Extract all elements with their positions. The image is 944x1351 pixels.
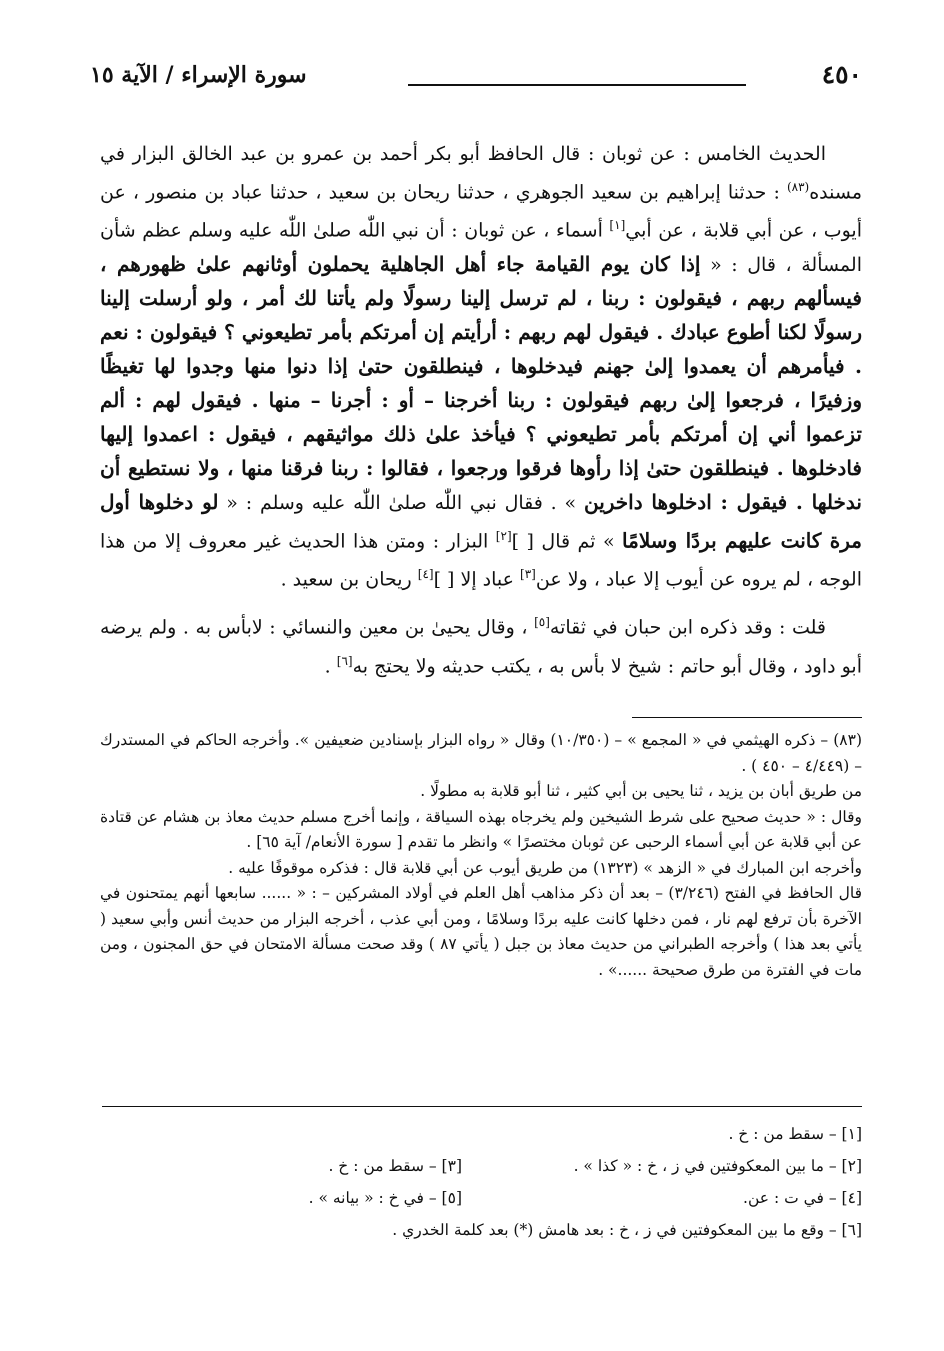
variant-notes-separator bbox=[102, 1106, 862, 1107]
takhrij-footnotes bbox=[100, 728, 862, 983]
text-segment: ريحان بن سعيد . bbox=[280, 568, 418, 591]
text-segment: » . فقال نبي اللّٰه صلىٰ اللّٰه عليه وسلم : « bbox=[218, 491, 584, 514]
note-row bbox=[100, 1150, 862, 1182]
commentary-paragraph bbox=[100, 606, 862, 683]
header-rule bbox=[408, 84, 746, 86]
note-marker: [٤] bbox=[417, 566, 434, 581]
note-row bbox=[100, 1118, 862, 1150]
note-row bbox=[100, 1214, 862, 1246]
variant-note: [٣] – سقط من : خ . bbox=[328, 1157, 462, 1175]
main-text bbox=[100, 138, 862, 683]
variant-notes bbox=[100, 1118, 862, 1246]
text-segment: » ثم قال [ ] bbox=[511, 529, 623, 552]
surah-title: سورة الإسراء / الآية ١٥ bbox=[90, 62, 307, 88]
hadith-quote: لو دخلوها أول مرة كانت عليهم بردًا وسلامًا bbox=[100, 489, 863, 552]
note-marker: [٢] bbox=[495, 528, 512, 543]
footnote-separator bbox=[632, 717, 862, 718]
note-marker: (٨٣) bbox=[786, 180, 810, 194]
variant-note: [٥] – في خ : « بيانه » . bbox=[308, 1189, 462, 1207]
page-number: ٤٥٠ bbox=[821, 60, 862, 89]
text-segment: عباد إلا [ ] bbox=[433, 568, 521, 591]
takhrij-line: من طريق أبان بن يزيد ، ثنا يحيى بن أبي كثير ، ثنا أبو قلابة به مطولًا . bbox=[420, 782, 862, 800]
variant-note: [٦] – وقع ما بين المعكوفتين في ز ، خ : بعد هامش (*) بعد كلمة الخدري . bbox=[392, 1221, 862, 1239]
text-segment: الحديث الخامس : عن ثوبان : قال الحافظ أبو بكر أحمد بن عمرو بن عبد الخالق البزار في مسنده bbox=[100, 143, 862, 204]
takhrij-line: وأخرجه ابن المبارك في « الزهد » (١٣٢٣) من طريق أيوب عن أبي قلابة قال : فذكره موقوفًا عليه . bbox=[228, 858, 862, 877]
text-segment: قلت : وقد ذكره ابن حبان في ثقاته bbox=[549, 616, 826, 639]
variant-note: [٢] – ما بين المعكوفتين في ز ، خ : « كذا » . bbox=[573, 1157, 862, 1175]
hadith-paragraph bbox=[100, 138, 862, 596]
text-segment: ، وقال يحيىٰ بن معين والنسائي : لابأس به . ولم يرضه أبو داود ، وقال أبو حاتم : شيخ لا بأس به ، يكتب حديثه ولا يحتج به bbox=[100, 616, 862, 677]
text-segment: . bbox=[324, 654, 337, 677]
note-marker: [٣] bbox=[520, 566, 536, 581]
takhrij-line: وقال : « حديث صحيح على شرط الشيخين ولم يخرجاه بهذه السياقة ، وإنما أخرج مسلم حديث معاذ بن هشام عن قتادة عن أبي قلابة عن أبي أسماء الرحبى عن ثوبان مختصرًا » وانظر ما تقدم [ سورة الأنعام/ آية ٦٥] . bbox=[100, 807, 862, 851]
note-marker: [٦] bbox=[336, 653, 353, 668]
variant-note: [١] – سقط من : خ . bbox=[728, 1125, 862, 1143]
takhrij-line: (٨٣) – ذكره الهيثمي في « المجمع » – (١٠/٣٥٠) وقال « رواه البزار بإسنادين ضعيفين ». وأخرجه الحاكم في المستدرك – (٤/٤٤٩ – ٤٥٠ ) . bbox=[100, 731, 862, 775]
takhrij-line: قال الحافظ في الفتح (٣/٢٤٦) – بعد أن ذكر مذاهب أهل العلم في أولاد المشركين – : « ...... سابعها أنهم يمتحنون في الآخرة بأن ترفع لهم نار ، فمن دخلها كانت عليه بردًا وسلامًا ، ومن أبي عذب ، أخرجه البزار من حديث أنس وأبي سعيد ( يأتي بعد هذا ) وأخرجه الطبراني من حديث معاذ بن جبل ( يأتي ٨٧ ) وقد صحت مسألة الامتحان في حق المجنون ، ومن مات في الفترة من طرق صحيحة ......» . bbox=[100, 884, 862, 979]
variant-note: [٤] – في ت : عن. bbox=[743, 1189, 862, 1207]
text-segment: : حدثنا إبراهيم بن سعيد الجوهري ، حدثنا ريحان بن سعيد ، حدثنا عباد بن منصور ، عن أيوب ، عن أبي قلابة ، عن أبي bbox=[100, 181, 862, 242]
hadith-quote: إذا كان يوم القيامة جاء أهل الجاهلية يحملون أوثانهم علىٰ ظهورهم ، فيسألهم ربهم ، فيقولون : ربنا ، لم ترسل إلينا رسولًا ولم يأتنا لك أمر ، ولو أرسلت إلينا رسولًا لكنا أطوع عبادك . فيقول لهم ربهم : أرأيتم إن أمرتكم بأمر تطيعوني ؟ فيقولون : نعم . فيأمرهم أن يعمدوا إلىٰ جهنم فيدخلوها ، فينطلقون حتىٰ إذا دنوا منها وجدوا لها تغيظًا وزفيرًا ، فرجعوا إلىٰ ربهم فيقولون : ربنا أخرجنا – أو : أجرنا – منها . فيقول لهم : ألم تزعموا أني إن أمرتكم بأمر تطيعوني ؟ فيأخذ علىٰ ذلك مواثيقهم ، فيقول : اعمدوا إليها فادخلوها . فينطلقون حتىٰ إذا رأوها فرقوا ورجعوا ، فقالوا : ربنا فرقنا منها ، ولا نستطيع أن ندخلها . فيقول : ادخلوها داخرين bbox=[100, 251, 862, 514]
note-row bbox=[100, 1182, 862, 1214]
text-segment: أسماء ، عن ثوبان : أن نبي اللّٰه صلىٰ اللّٰه عليه وسلم عظم شأن المسألة ، قال : « bbox=[100, 219, 862, 276]
text-segment: البزار : ومتن هذا الحديث غير معروف إلا من هذا الوجه ، لم يروه عن أيوب إلا عباد ، ولا عن bbox=[100, 529, 862, 591]
note-marker: [٥] bbox=[534, 615, 550, 630]
page-header bbox=[90, 60, 862, 96]
note-marker: [١] bbox=[609, 218, 626, 233]
